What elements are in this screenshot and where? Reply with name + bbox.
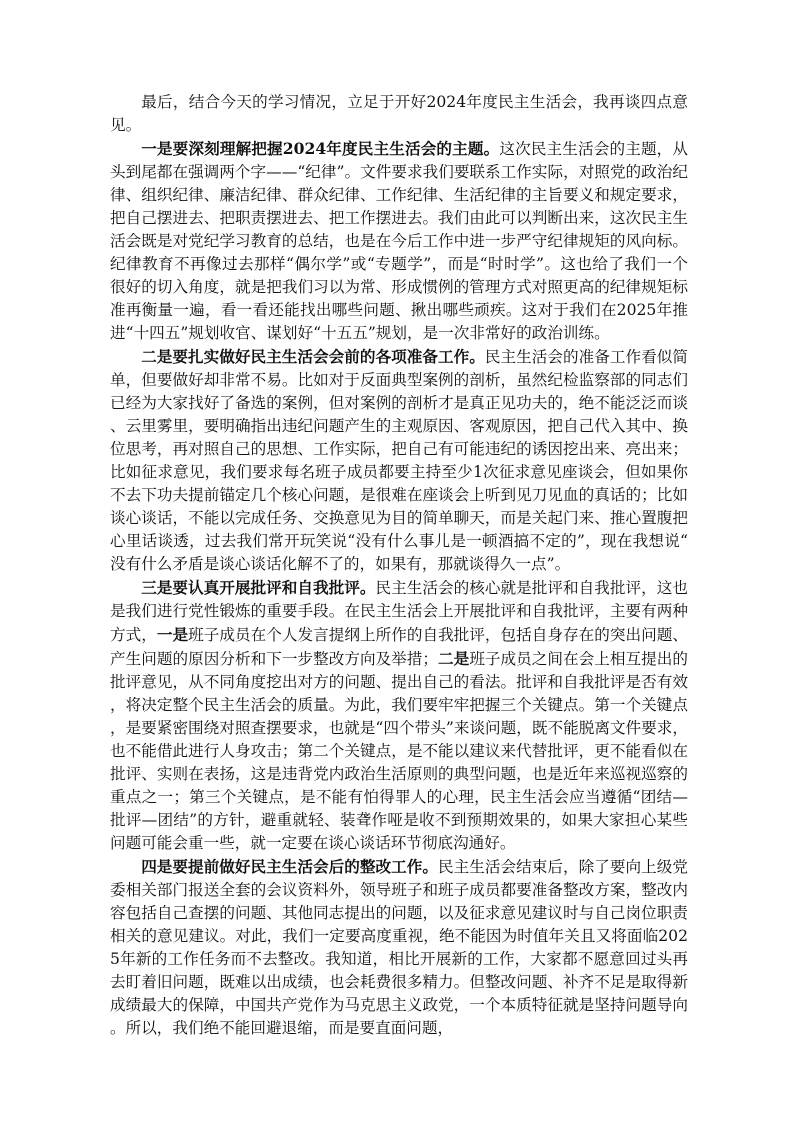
text-run: 班子成员在个人发言提纲上所作的自我批评，包括自身存在的突出问题、产生问题的原因分析和下一步整改方向及举措；	[110, 626, 688, 668]
text-run: 最后，结合今天的学习情况，立足于开好2024年度民主生活会，我再谈四点意见。	[110, 93, 688, 134]
point-four-heading: 四是要提前做好民主生活会后的整改工作。	[141, 857, 439, 876]
point-three-heading: 三是要认真开展批评和自我批评。	[141, 578, 376, 597]
text-run: 民主生活会结束后，除了要向上级党委相关部门报送全套的会议资料外，领导班子和班子成员都要准备整改方案，整改内容包括自己查摆的问题、其他同志提出的问题，以及征求意见建议时与自己岗位职责相关的意见建议。对此，我们一定要高度重视，绝不能因为时值年关且又将面临2025年新的工作任务而不去整改。我知道，相比开展新的工作，大家都不愿意回过头再去盯着旧问题，既难以出成绩，也会耗费很多精力。但整改问题、补齐不足是取得新成绩最大的保障，中国共产党作为马克思主义政党，一个本质特征就是坚持问题导向。所以，我们绝不能回避退缩，而是要直面问题，	[110, 858, 688, 1037]
paragraph-point-two	[110, 345, 688, 576]
text-run: 班子成员之间在会上相互提出的批评意见，从不同角度挖出对方的问题、提出自己的看法。批评和自我批评是否有效，将决定整个民主生活会的质量。为此，我们要牢牢把握三个关键点。第一个关键点，是要紧密围绕对照查摆要求，也就是“四个带头”来谈问题，既不能脱离文件要求，也不能借此进行人身攻击；第二个关键点，是不能以建议来代替批评，更不能看似在批评、实则在表扬，这是违背党内政治生活原则的典型问题，也是近年来巡视巡察的重点之一；第三个关键点，是不能有怕得罪人的心理，民主生活会应当遵循“团结—批评—团结”的方针，避重就轻、装聋作哑是收不到预期效果的，如果大家担心某些问题可能会重一些，就一定要在谈心谈话环节彻底沟通好。	[110, 650, 688, 852]
paragraph-point-three	[110, 576, 688, 855]
paragraph-point-one	[110, 137, 688, 345]
text-run: 这次民主生活会的主题，从头到尾都在强调两个字——“纪律”。文件要求我们要联系工作实际，对照党的政治纪律、组织纪律、廉洁纪律、群众纪律、工作纪律、生活纪律的主旨要义和规定要求，把自己摆进去、把职责摆进去、把工作摆进去。我们由此可以判断出来，这次民主生活会既是对党纪学习教育的总结，也是在今后工作中进一步严守纪律规矩的风向标。纪律教育不再像过去那样“偶尔学”或“专题学”，而是“时时学”。这也给了我们一个很好的切入角度，就是把我们习以为常、形成惯例的管理方式对照更高的纪律规矩标准再衡量一遍，看一看还能找出哪些问题、揪出哪些顽疾。这对于我们在2025年推进“十四五”规划收官、谋划好“十五五”规划，是一次非常好的政治训练。	[110, 140, 688, 342]
sub-point-two-label: 二是	[438, 649, 470, 668]
point-one-heading: 一是要深刻理解把握2024年度民主生活会的主题。	[141, 139, 500, 158]
point-two-heading: 二是要扎实做好民主生活会会前的各项准备工作。	[141, 347, 485, 366]
paragraph-closing-intro	[110, 91, 688, 137]
sub-point-one-label: 一是	[156, 625, 189, 644]
text-run: 民主生活会的核心就是批评和自我批评，这也是我们进行党性锻炼的重要手段。在民主生活会上开展批评和自我批评，主要有两种方式，	[110, 579, 688, 644]
paragraph-point-four	[110, 855, 688, 1040]
document-page	[110, 91, 688, 1040]
text-run: 民主生活会的准备工作看似简单，但要做好却非常不易。比如对于反面典型案例的剖析，虽然纪检监察部的同志们已经为大家找好了备选的案例，但对案例的剖析才是真正见功夫的，绝不能泛泛而谈、云里雾里，要明确指出违纪问题产生的主观原因、客观原因，把自己代入其中、换位思考，再对照自己的思想、工作实际，把自己有可能违纪的诱因挖出来、亮出来；比如征求意见，我们要求每名班子成员都要主持至少1次征求意见座谈会，但如果你不去下功夫提前锚定几个核心问题，是很难在座谈会上听到见刀见血的真话的；比如谈心谈话，不能以完成任务、交换意见为目的简单聊天，而是关起门来、推心置腹把心里话谈透，过去我们常开玩笑说“没有什么事儿是一顿酒搞不定的”，现在我想说“没有什么矛盾是谈心谈话化解不了的，如果有，那就谈得久一点”。	[110, 348, 688, 573]
